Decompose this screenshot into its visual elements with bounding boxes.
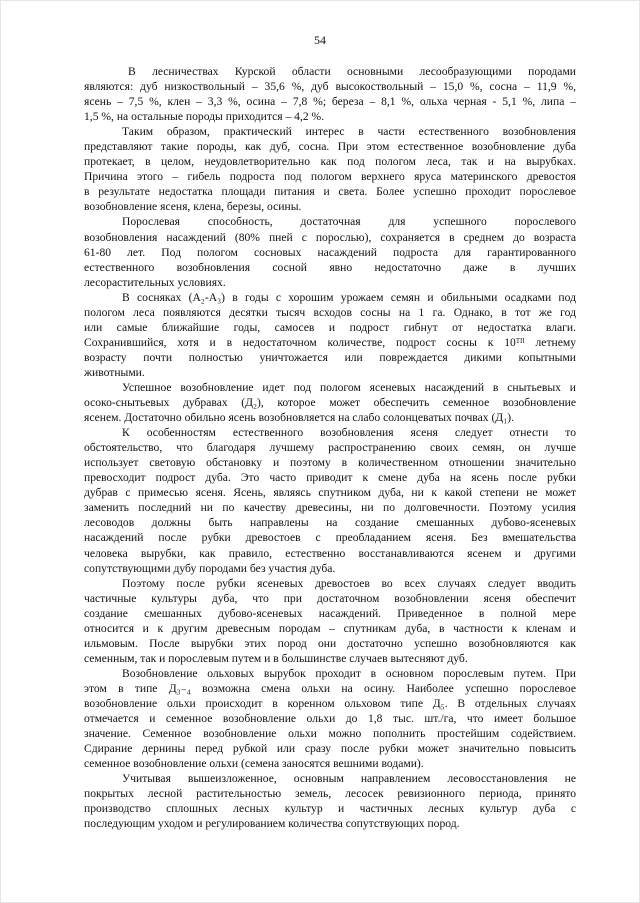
text-line: использует световую обстановку и поэтому в количественном отношении значительно	[84, 456, 576, 470]
text-line: частичные культуры дуба, что при достаточном возобновлении ясеня обеспечит	[84, 591, 576, 605]
text-line: являются: дуб низкоствольный – 35,6 %, дуб высокоствольный – 15,0 %, сосна – 11,9 %,	[84, 80, 576, 94]
text-line: лесоводов должны быть направлены на создание смешанных дубово-ясеневых	[84, 516, 576, 530]
text-line: ясень – 7,5 %, клен – 3,3 %, осина – 7,8 %; береза – 8,1 %, ольха черная - 5,1 %, липа –	[84, 95, 576, 109]
text-line: Учитывая вышеизложенное, основным направлением лесовосстановления не	[122, 772, 576, 786]
text-line: сопутствующими дубу породами без участия дуба.	[84, 561, 336, 575]
text-line: К особенностям естественного возобновления ясеня следует отнести то	[122, 426, 576, 440]
text-line: покрытых лесной растительностью земель, лесосек ревизионного периода, принято	[84, 787, 576, 801]
text-line: производство сплошных лесных культур и частичных лесных культур дуба с	[84, 802, 576, 816]
text-line: возрасту почти полностью уничтожается или повреждается дикими копытными	[84, 350, 576, 364]
text-line: возобновление ясеня, клена, березы, осины.	[84, 200, 302, 214]
text-line: В сосняках (А₂-А₃) в годы с хорошим урожаем семян и обильными осадками под	[122, 290, 576, 304]
text-line: человека вырубки, как правило, естественно восстанавливаются ясенем и другими	[84, 546, 576, 560]
text-line: 1,5 %, на остальные породы приходится – 4,2 %.	[84, 110, 325, 124]
text-line: пологом леса появляются десятки тысяч всходов сосны на 1 га. Однако, в тот же год	[84, 305, 576, 319]
body-text	[84, 64, 576, 831]
text-line: Сдирание дернины перед рубкой или сразу после рубки может значительно повысить	[84, 742, 576, 756]
text-line: Таким образом, практический интерес в части естественного возобновления	[122, 125, 576, 139]
text-line: естественного возобновления сосной явно недостаточно даже в лучших	[84, 260, 576, 274]
text-line: значение. Семенное возобновление ольхи можно пополнить простейшим содействием.	[84, 727, 576, 741]
text-line: 61-80 лет. Под пологом сосновых насаждений подроста для гарантированного	[84, 245, 576, 259]
text-line: или самые ближайшие годы, самосев и подрост гибнут от недостатка влаги.	[84, 320, 576, 334]
text-line: осоко-снытьевых дубравах (Д₂), которое может обеспечить семенное возобновление	[84, 396, 576, 410]
text-line: дубрав с примесью ясеня. Ясень, являясь спутником дуба, ни к какой степени не может	[84, 486, 576, 500]
text-line: Сохранившийся, хотя и в недостаточном количестве, подрост сосны к 10ᵀᴵᴵ летнему	[84, 335, 576, 349]
text-line: отмечается и семенное возобновление ольхи до 1,8 тыс. шт./га, что имеет большое	[84, 712, 576, 726]
text-line: этом в типе Д₃₋₄ возможна смена ольхи на осину. Наиболее успешно порослевое	[84, 681, 576, 695]
text-line: последующим уходом и регулированием количества сопутствующих пород.	[84, 817, 460, 831]
text-line: Причина этого – гибель подроста под пологом верхнего яруса материнского древостоя	[84, 170, 576, 184]
text-line: создание смешанных дубово-ясеневых насаждений. Приведенное в полной мере	[84, 606, 576, 620]
text-line: Поэтому после рубки ясеневых древостоев во всех случаях следует вводить	[122, 576, 576, 590]
text-line: протекает, в целом, неудовлетворительно как под пологом леса, так и на вырубках.	[84, 155, 576, 169]
text-line: превосходит подрост дуба. Это часто приводит к смене дуба на ясень после рубки	[84, 471, 576, 485]
text-line: представляют такие породы, как дуб, сосна. При этом естественное возобновление дуба	[84, 140, 576, 154]
text-line: лесорастительных условиях.	[84, 275, 226, 289]
text-line: В лесничествах Курской области основными лесообразующими породами	[128, 65, 576, 78]
text-line: семенное возобновление ольхи (семена заносятся вешними водами).	[84, 757, 424, 771]
text-line: относится и к другим древесным породам – спутникам дуба, в частности к кленам и	[84, 621, 576, 635]
text-line: обстоятельство, что благодаря лучшему распространению своих семян, он лучше	[84, 441, 576, 455]
text-line: ильмовым. После вырубки этих пород они достаточно успешно возобновляются как	[84, 636, 576, 650]
text-line: в результате недостатка площади питания и света. Более успешно проходит порослевое	[84, 185, 576, 199]
text-line: животными.	[84, 365, 145, 379]
text-line: Успешное возобновление идет под пологом ясеневых насаждений в снытьевых и	[122, 380, 576, 394]
text-line: насаждений после рубки древостоев с преобладанием ясеня. Без вмешательства	[84, 531, 576, 545]
text-line: Порослевая способность, достаточная для успешного порослевого	[122, 215, 576, 229]
page-number: 54	[314, 33, 326, 47]
text-line: возобновление ольхи происходит в коренном ольховом типе Д₅. В отдельных случаях	[84, 696, 576, 710]
text-line: Возобновление ольховых вырубок проходит в основном порослевым путем. При	[122, 666, 576, 680]
text-line: ясенем. Достаточно обильно ясень возобновляется на слабо солонцеватых почвах (Д₁).	[84, 411, 515, 425]
text-line: заменить последний ни по качеству древесины, ни по долговечности. Поэтому усилия	[84, 501, 576, 515]
text-line: возобновления насаждений (80% пней с порослью), сохраняется в среднем до возраста	[84, 230, 576, 244]
text-line: семенным, так и порослевым путем и в большинстве случаев вытесняют дуб.	[84, 651, 468, 665]
